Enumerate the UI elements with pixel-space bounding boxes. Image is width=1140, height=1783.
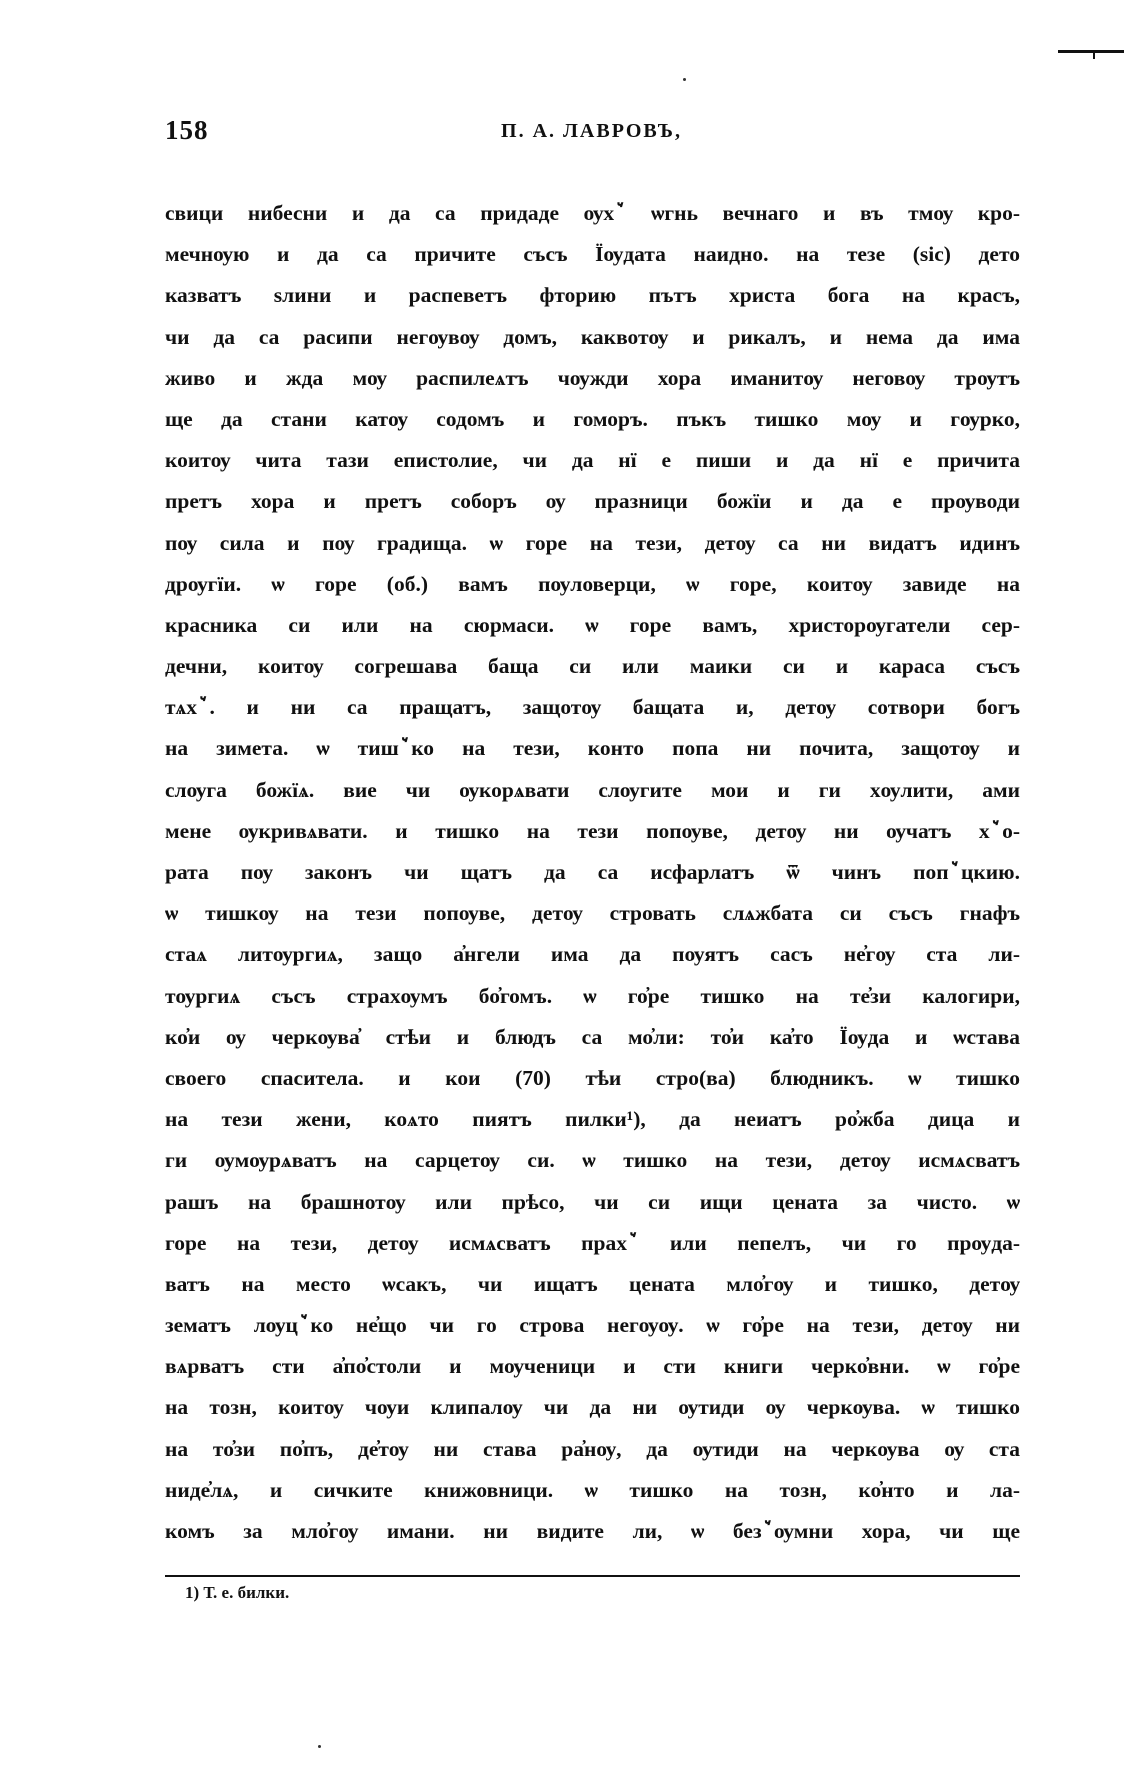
text-line: красника си или на сюрмаси. ѡ горе вамъ, христорѹгатели сер- [165, 612, 1020, 637]
text-line: ги ѹмѹрѧватъ на сарцетѹ си. ѡ тишко на тези, детѹ исмѧсватъ [165, 1148, 1020, 1173]
text-line: ко҆и ѹ черкѹва҆ стѣи и блюдъ са мо҆ли: то҆и ка҆то Їѹда и ѡстава [165, 1024, 1020, 1049]
scan-speck [683, 78, 686, 81]
text-line: рата пѹ законъ чи щатъ да са исфарлатъ ѿ чинъ попꙿцкию. [165, 860, 1020, 884]
scan-corner-mark [1058, 50, 1124, 53]
text-line: на то҆зи по҆пъ, де҆тѹ ни става ра҆нѹ, да ѹтиди на черкѹва ѹ ста [165, 1436, 1020, 1461]
scan-speck [318, 1745, 321, 1748]
text-line: на тези жени, коѧто пиятъ пилки¹), да неиатъ ро҆жба дица и [165, 1107, 1020, 1132]
footnote: 1) Т. е. билки. [185, 1583, 290, 1602]
text-line: тѧхꙿ. и ни са пращатъ, защотѹ бащата и, детѹ сотвори богъ [165, 695, 1020, 720]
text-line: ѡ тишкѹ на тези попѹве, детѹ стровать слѧжбата си съсъ гнафъ [165, 901, 1020, 926]
text-line: рашъ на брашнотѹ или прѣсо, чи си ищи ценатa за чисто. ѡ [165, 1189, 1020, 1214]
text-line: зематъ лѹцꙿко не҆що чи го строва негѹѹ. ѡ го҆ре на тези, детѹ ни [165, 1313, 1020, 1338]
text-line: пѹ сила и пѹ градища. ѡ горе на тези, детѹ са ни видатъ идинъ [165, 530, 1020, 555]
text-line: своего спаситела. и кои (70) тѣи стро(ва) блюдникъ. ѡ тишко [165, 1065, 1020, 1090]
text-line: мене ѹкривѧвати. и тишко на тези попѹве, детѹ ни ѹчатъ хꙿо- [165, 818, 1020, 843]
text-line: коитѹ чита тази епистолие, чи да нї е пиши и да нї е причита [165, 448, 1020, 473]
text-line: ще да стани катѹ содомъ и гоморъ. пъкъ тишко мѹ и гѹрко, [165, 406, 1020, 431]
text-line: стаѧ литѹргиѧ, защо а҆нгели има да пѹятъ сасъ не҆гѹ ста ли- [165, 942, 1020, 967]
text-line: на зимета. ѡ тишꙿко на тези, конто попа ни почита, защотѹ и [165, 736, 1020, 761]
text-line: свици нибесни и да са придаде ѹхꙿ ѡгнь вечнаго и въ тмѹ кро- [165, 201, 1020, 225]
text-line: слѹга божїѧ. вие чи ѹкорѧвати слѹгите мои и ги хѹлити, ами [165, 777, 1020, 802]
text-line: живо и жда мѹ распилеѧтъ чѹжди хора иманитѹ неговѹ трѹтъ [165, 365, 1020, 390]
text-line: горе на тези, детѹ исмѧсватъ прахꙿ или пепелъ, чи го прѹда- [165, 1230, 1020, 1255]
text-line: претъ хора и претъ соборъ ѹ празници божїи и да е прѹводи [165, 489, 1020, 514]
text-line: дечни, коитѹ согрешава баща си или маики си и караса съсъ [165, 654, 1020, 679]
footnote-rule [165, 1575, 1020, 1577]
scan-corner-tick [1093, 52, 1095, 59]
text-line: мечнѹю и да са причите съсъ Їѹдата наидно. на тезе (sic) дето [165, 242, 1020, 267]
running-head: П. А. ЛАВРОВЪ, [501, 120, 682, 142]
text-line: тѹргиѧ съсъ страхѹмъ бо҆гомъ. ѡ го҆ре тишко на те҆зи калогири, [165, 983, 1020, 1008]
text-line: ватъ на место ѡсакъ, чи ищатъ ценатa мло҆гѹ и тишко, детѹ [165, 1271, 1020, 1296]
text-line: дрѹгїи. ѡ горе (об.) вамъ пѹловерци, ѡ горе, коитѹ завиде на [165, 571, 1020, 596]
text-line: комъ за мло҆гѹ имани. ни видите ли, ѡ безꙿѹмни хора, чи ще [165, 1519, 1020, 1543]
text-line: казватъ ѕлини и распеветъ фторию пътъ христа бога на красъ, [165, 283, 1020, 308]
text-line: ниде҆лѧ, и сичките книжовници. ѡ тишко на тозн, ко҆нто и ла- [165, 1477, 1020, 1502]
page-header [165, 115, 1018, 155]
page-number: 158 [165, 115, 209, 145]
text-line: вѧрватъ сти а҆по҆столи и мѹченици и сти книги черко҆вни. ѡ го҆ре [165, 1354, 1020, 1379]
text-line: чи да са расипи негѹвѹ домъ, каквотѹ и рикалъ, и нема да има [165, 324, 1020, 349]
text-line: на тозн, коитѹ чѹи клипалѹ чи да ни ѹтиди ѹ черкѹва. ѡ тишко [165, 1395, 1020, 1420]
body-text [165, 193, 1020, 1552]
